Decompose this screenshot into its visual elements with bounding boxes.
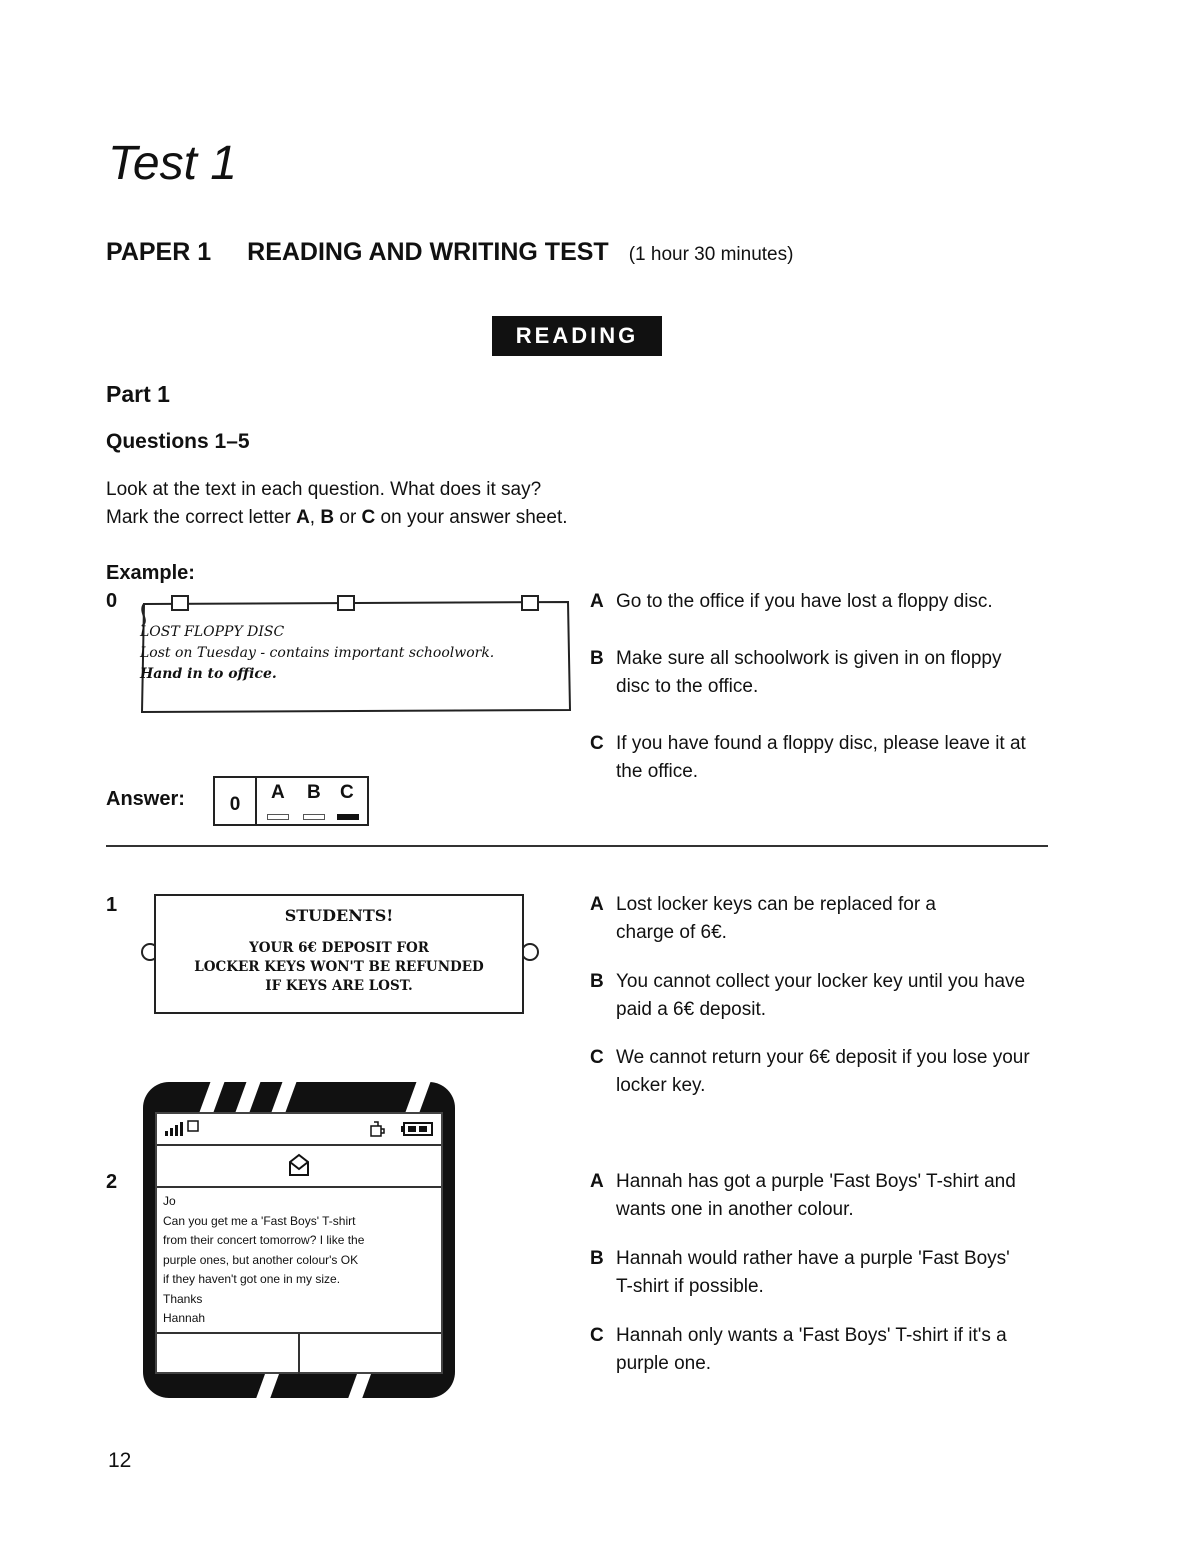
option-text: Hannah has got a purple 'Fast Boys' T-shirt and wants one in another colour. [616,1171,1016,1220]
example-option-b [590,645,1060,701]
phone-stripe [200,1082,225,1112]
phone-envelope-row [157,1144,441,1188]
question-1-number: 1 [106,894,118,916]
question-1-notice-heading: STUDENTS! [284,906,394,925]
mobile-phone [143,1082,455,1398]
instructions-letter-b: B [320,507,335,528]
example-notice-title: LOST FLOPPY DISC [140,624,285,640]
kettle-icon [367,1118,387,1138]
question-1-option-a [590,891,1060,947]
instructions-line-2 [106,504,568,532]
question-2-option-a [590,1168,1060,1224]
answer-mark-a [267,814,289,820]
instructions-line-1: Look at the text in each question. What does it say? [106,479,542,500]
option-text: You cannot collect your locker key until you have paid a 6€ deposit. [616,971,1026,1020]
option-text: If you have found a floppy disc, please leave it at the office. [616,733,1026,782]
answer-mark-b [303,814,325,820]
phone-status-bar [157,1114,441,1146]
option-letter: A [590,1171,604,1192]
message-line-1: Can you get me a 'Fast Boys' T-shirt [163,1213,356,1228]
question-1-notice-line-3: IF KEYS ARE LOST. [265,978,413,994]
answer-label: Answer: [106,788,185,810]
phone-stripe [256,1372,279,1398]
question-1-notice [154,894,524,1014]
option-letter: B [590,971,604,992]
answer-letter-a: A [271,782,285,803]
example-label: Example: [106,562,195,584]
option-letter: A [590,591,604,612]
example-notice-line-2: Hand in to office. [140,666,277,682]
option-letter: B [590,1248,604,1269]
test-title: Test 1 [108,137,237,190]
questions-title: Questions 1–5 [106,430,250,453]
phone-stripe [272,1082,297,1112]
soft-key-divider [298,1334,300,1374]
phone-stripe [406,1082,431,1112]
paper-name: READING AND WRITING TEST [247,238,609,266]
phone-screen [155,1112,443,1374]
option-letter: C [590,733,604,754]
question-1-notice-line-2: LOCKER KEYS WON'T BE REFUNDED [194,959,484,975]
answer-mark-c [337,814,359,820]
message-line-5: Thanks [163,1291,203,1306]
example-option-c [590,730,1060,786]
text-message [163,1192,439,1329]
option-text: We cannot return your 6€ deposit if you lose your locker key. [616,1047,1030,1096]
message-recipient: Jo [163,1194,176,1208]
section-banner: READING [492,316,662,356]
example-notice [140,602,568,710]
question-2-option-b [590,1245,1060,1301]
question-1-notice-line-1: YOUR 6€ DEPOSIT FOR [249,940,429,956]
example-option-a [590,588,1060,616]
option-letter: C [590,1047,604,1068]
answer-box [213,776,369,826]
paper-number: PAPER 1 [106,238,212,266]
instructions-sep-2: or [334,507,362,528]
instructions [106,476,568,532]
instructions-letter-c: C [361,507,376,528]
option-text: Make sure all schoolwork is given in on floppy disc to the office. [616,648,1002,697]
message-indicator-icon [187,1120,199,1132]
paper-heading [106,238,793,267]
instructions-suffix: on your answer sheet. [375,507,568,528]
envelope-icon [286,1152,312,1178]
paper-duration: (1 hour 30 minutes) [628,244,794,265]
section-divider [106,845,1048,847]
answer-letter-c: C [340,782,354,803]
answer-number: 0 [215,778,257,824]
question-2-option-c [590,1322,1060,1378]
instructions-letter-a: A [296,507,310,528]
option-text: Hannah only wants a 'Fast Boys' T-shirt if it's a purple one. [616,1325,1007,1374]
example-number: 0 [106,590,118,612]
option-text: Hannah would rather have a purple 'Fast Boys' T-shirt if possible. [616,1248,1010,1297]
signal-icon [165,1122,183,1136]
message-line-2: from their concert tomorrow? I like the [163,1233,365,1247]
part-title: Part 1 [106,381,170,407]
question-1-option-b [590,968,1060,1024]
answer-letter-b: B [307,782,321,803]
example-notice-line-1: Lost on Tuesday - contains important schoolwork. [140,645,495,661]
option-text: Go to the office if you have lost a floppy disc. [616,591,993,612]
message-line-4: if they haven't got one in my size. [163,1272,341,1286]
instructions-sep-1: , [309,507,321,528]
page-number: 12 [108,1449,132,1472]
option-letter: C [590,1325,604,1346]
phone-soft-keys [157,1332,441,1374]
option-text: Lost locker keys can be replaced for a charge of 6€. [616,894,937,943]
phone-stripe [348,1372,371,1398]
question-2-number: 2 [106,1171,118,1193]
option-letter: A [590,894,604,915]
message-line-3: purple ones, but another colour's OK [163,1252,359,1267]
phone-stripe [236,1082,261,1112]
instructions-prefix: Mark the correct letter [106,507,297,528]
question-1-option-c [590,1044,1060,1100]
option-letter: B [590,648,604,669]
message-signature: Hannah [163,1311,206,1325]
battery-icon [401,1122,433,1136]
